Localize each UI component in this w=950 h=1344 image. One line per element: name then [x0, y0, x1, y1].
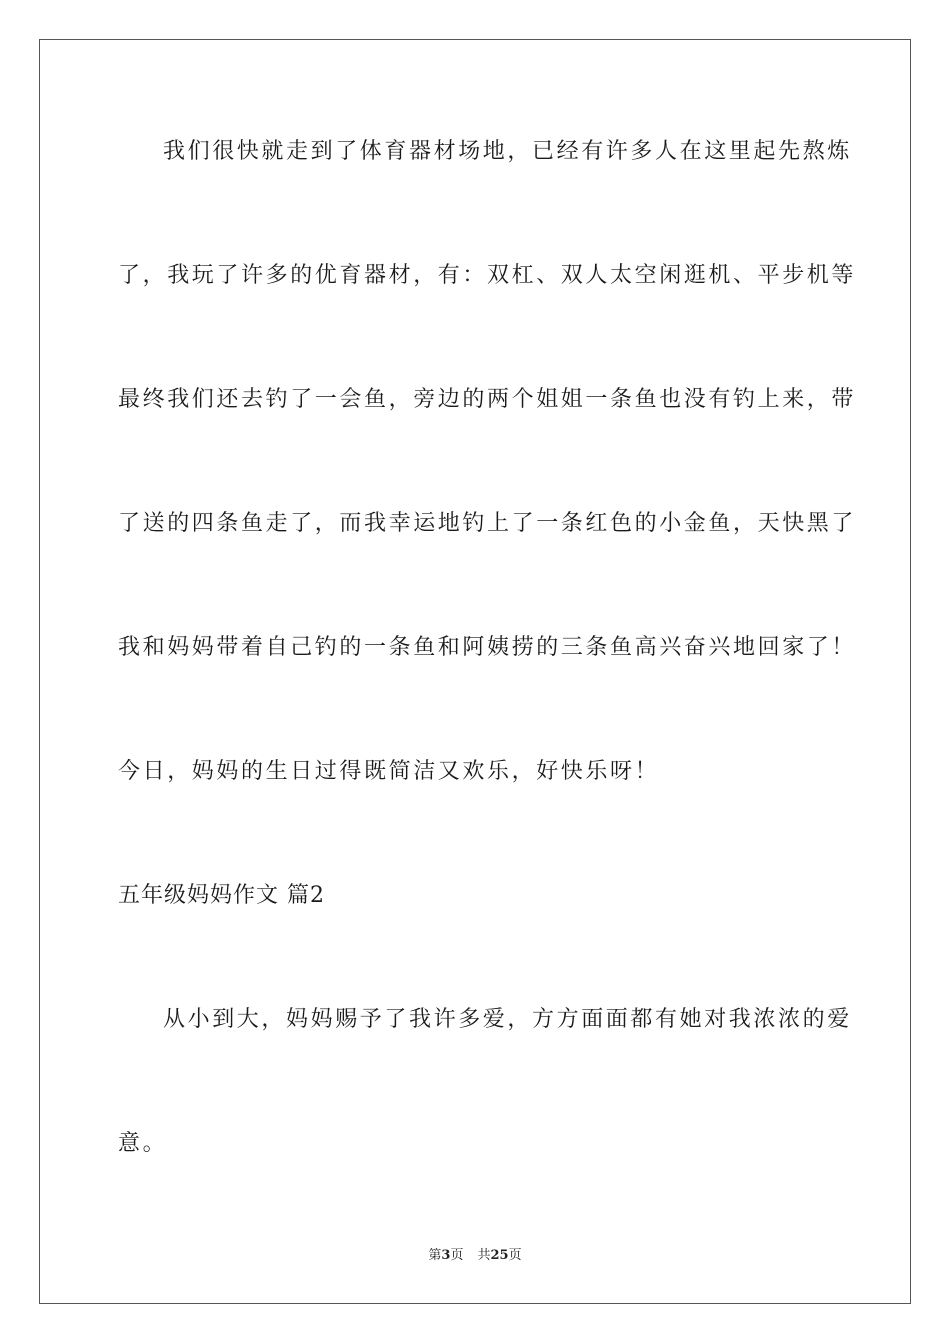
footer-page-prefix: 第	[428, 1248, 442, 1263]
footer-total-suffix: 页	[508, 1248, 522, 1263]
paragraph-line-2: 了，我玩了许多的优育器材，有：双杠、双人太空闲逛机、平步机等	[118, 263, 857, 288]
section-heading: 五年级妈妈作文 篇2	[118, 883, 325, 908]
page-footer	[0, 1247, 950, 1265]
footer-page-suffix: 页	[450, 1248, 464, 1263]
footer-page-number: 3	[441, 1248, 451, 1263]
paragraph-line-1: 我们很快就走到了体育器材场地，已经有许多人在这里起先熬炼	[163, 139, 852, 164]
page-border	[39, 39, 911, 1304]
paragraph-line-4: 了送的四条鱼走了，而我幸运地钓上了一条红色的小金鱼，天快黑了	[118, 511, 857, 536]
footer-total-prefix: 共	[477, 1248, 491, 1263]
section-line-1: 从小到大，妈妈赐予了我许多爱，方方面面都有她对我浓浓的爱	[163, 1007, 852, 1032]
paragraph-line-6: 今日，妈妈的生日过得既简洁又欢乐，好快乐呀！	[118, 759, 660, 784]
paragraph-line-5: 我和妈妈带着自己钓的一条鱼和阿姨捞的三条鱼高兴奋兴地回家了！	[118, 635, 857, 660]
footer-total-pages: 25	[490, 1248, 509, 1263]
paragraph-line-3: 最终我们还去钓了一会鱼，旁边的两个姐姐一条鱼也没有钓上来，带	[118, 387, 857, 412]
section-line-2: 意。	[118, 1131, 168, 1156]
